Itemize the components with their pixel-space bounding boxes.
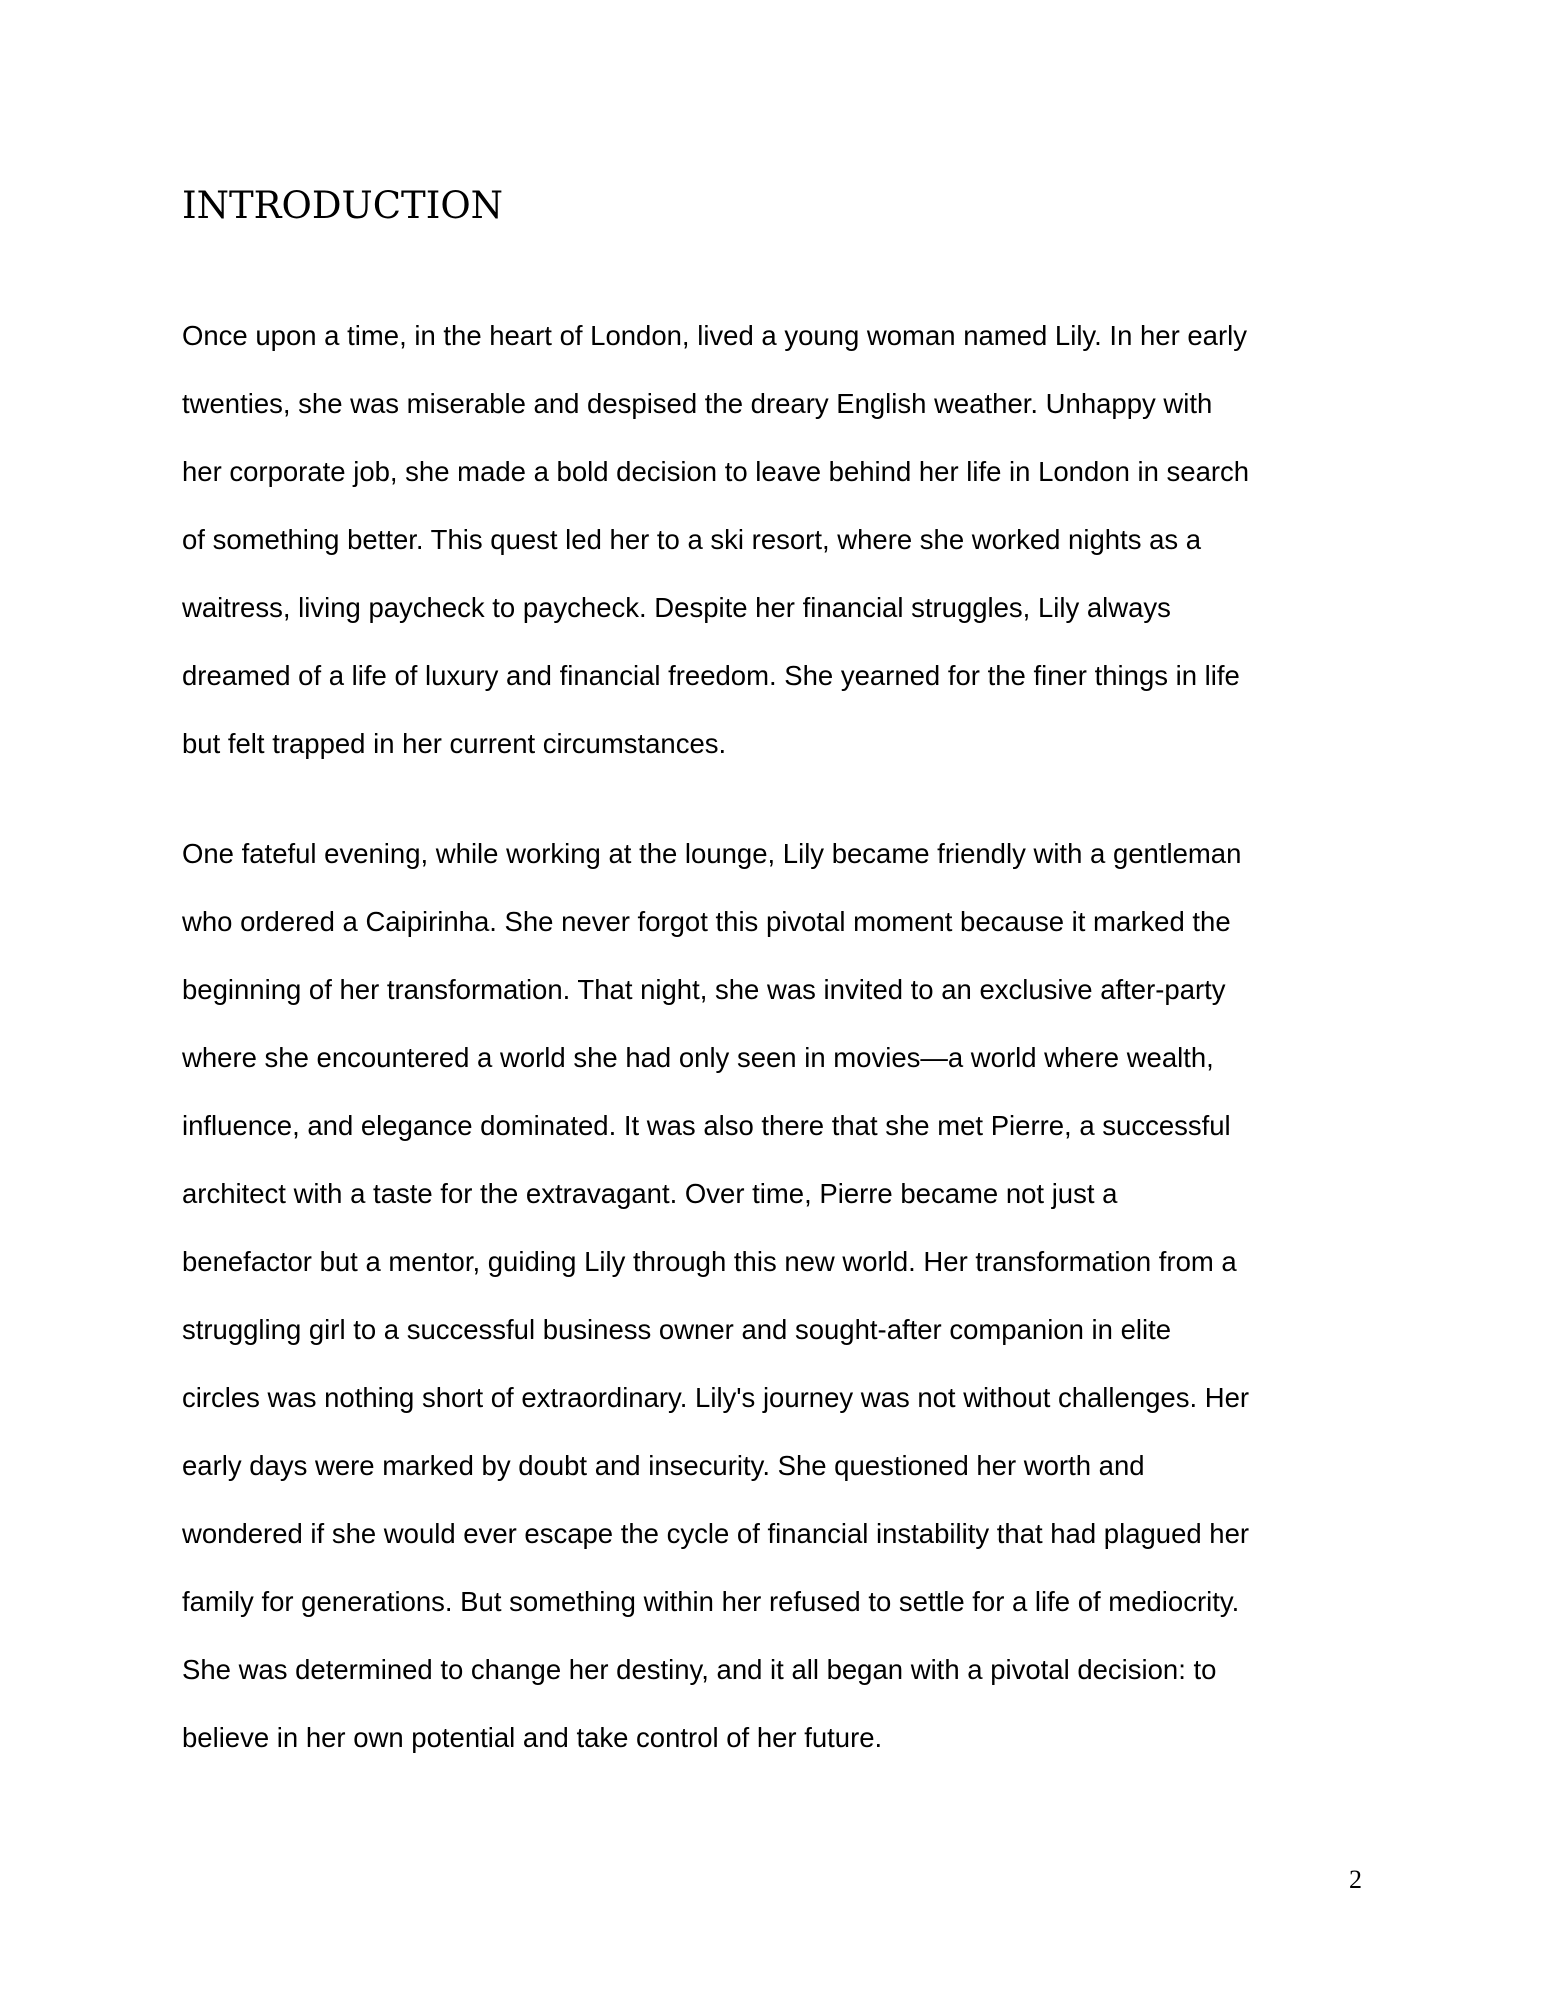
- paragraph-line: beginning of her transformation. That night, she was invited to an exclusive after-party: [182, 974, 1226, 1005]
- paragraph-line: who ordered a Caipirinha. She never forgot this pivotal moment because it marked the: [182, 906, 1231, 937]
- paragraph-1: [182, 302, 1372, 778]
- paragraph-line: where she encountered a world she had only seen in movies—a world where wealth,: [182, 1042, 1214, 1073]
- paragraph-line: circles was nothing short of extraordinary. Lily's journey was not without challenges. Her: [182, 1382, 1250, 1413]
- paragraph-line: waitress, living paycheck to paycheck. Despite her financial struggles, Lily always: [182, 592, 1171, 623]
- section-heading: INTRODUCTION: [182, 184, 504, 227]
- paragraph-line: She was determined to change her destiny, and it all began with a pivotal decision: to: [182, 1654, 1217, 1685]
- paragraph-line: architect with a taste for the extravagant. Over time, Pierre became not just a: [182, 1178, 1118, 1209]
- paragraph-line: influence, and elegance dominated. It was also there that she met Pierre, a successful: [182, 1110, 1231, 1141]
- paragraph-line: her corporate job, she made a bold decision to leave behind her life in London in search: [182, 456, 1250, 487]
- paragraph-line: Once upon a time, in the heart of London, lived a young woman named Lily. In her early: [182, 320, 1247, 351]
- page-number: 2: [1349, 1865, 1362, 1894]
- paragraph-line: twenties, she was miserable and despised the dreary English weather. Unhappy with: [182, 388, 1213, 419]
- paragraph-line: family for generations. But something within her refused to settle for a life of mediocrity.: [182, 1586, 1240, 1617]
- paragraph-line: dreamed of a life of luxury and financial freedom. She yearned for the finer things in life: [182, 660, 1240, 691]
- paragraph-line: but felt trapped in her current circumstances.: [182, 728, 727, 759]
- paragraph-line: One fateful evening, while working at the lounge, Lily became friendly with a gentleman: [182, 838, 1242, 869]
- paragraph-2: [182, 820, 1372, 1772]
- paragraph-line: believe in her own potential and take control of her future.: [182, 1722, 883, 1753]
- paragraph-line: struggling girl to a successful business owner and sought-after companion in elite: [182, 1314, 1172, 1345]
- paragraph-line: wondered if she would ever escape the cycle of financial instability that had plagued her: [182, 1518, 1250, 1549]
- paragraph-line: benefactor but a mentor, guiding Lily through this new world. Her transformation from a: [182, 1246, 1237, 1277]
- paragraph-line: early days were marked by doubt and insecurity. She questioned her worth and: [182, 1450, 1145, 1481]
- paragraph-line: of something better. This quest led her to a ski resort, where she worked nights as a: [182, 524, 1202, 555]
